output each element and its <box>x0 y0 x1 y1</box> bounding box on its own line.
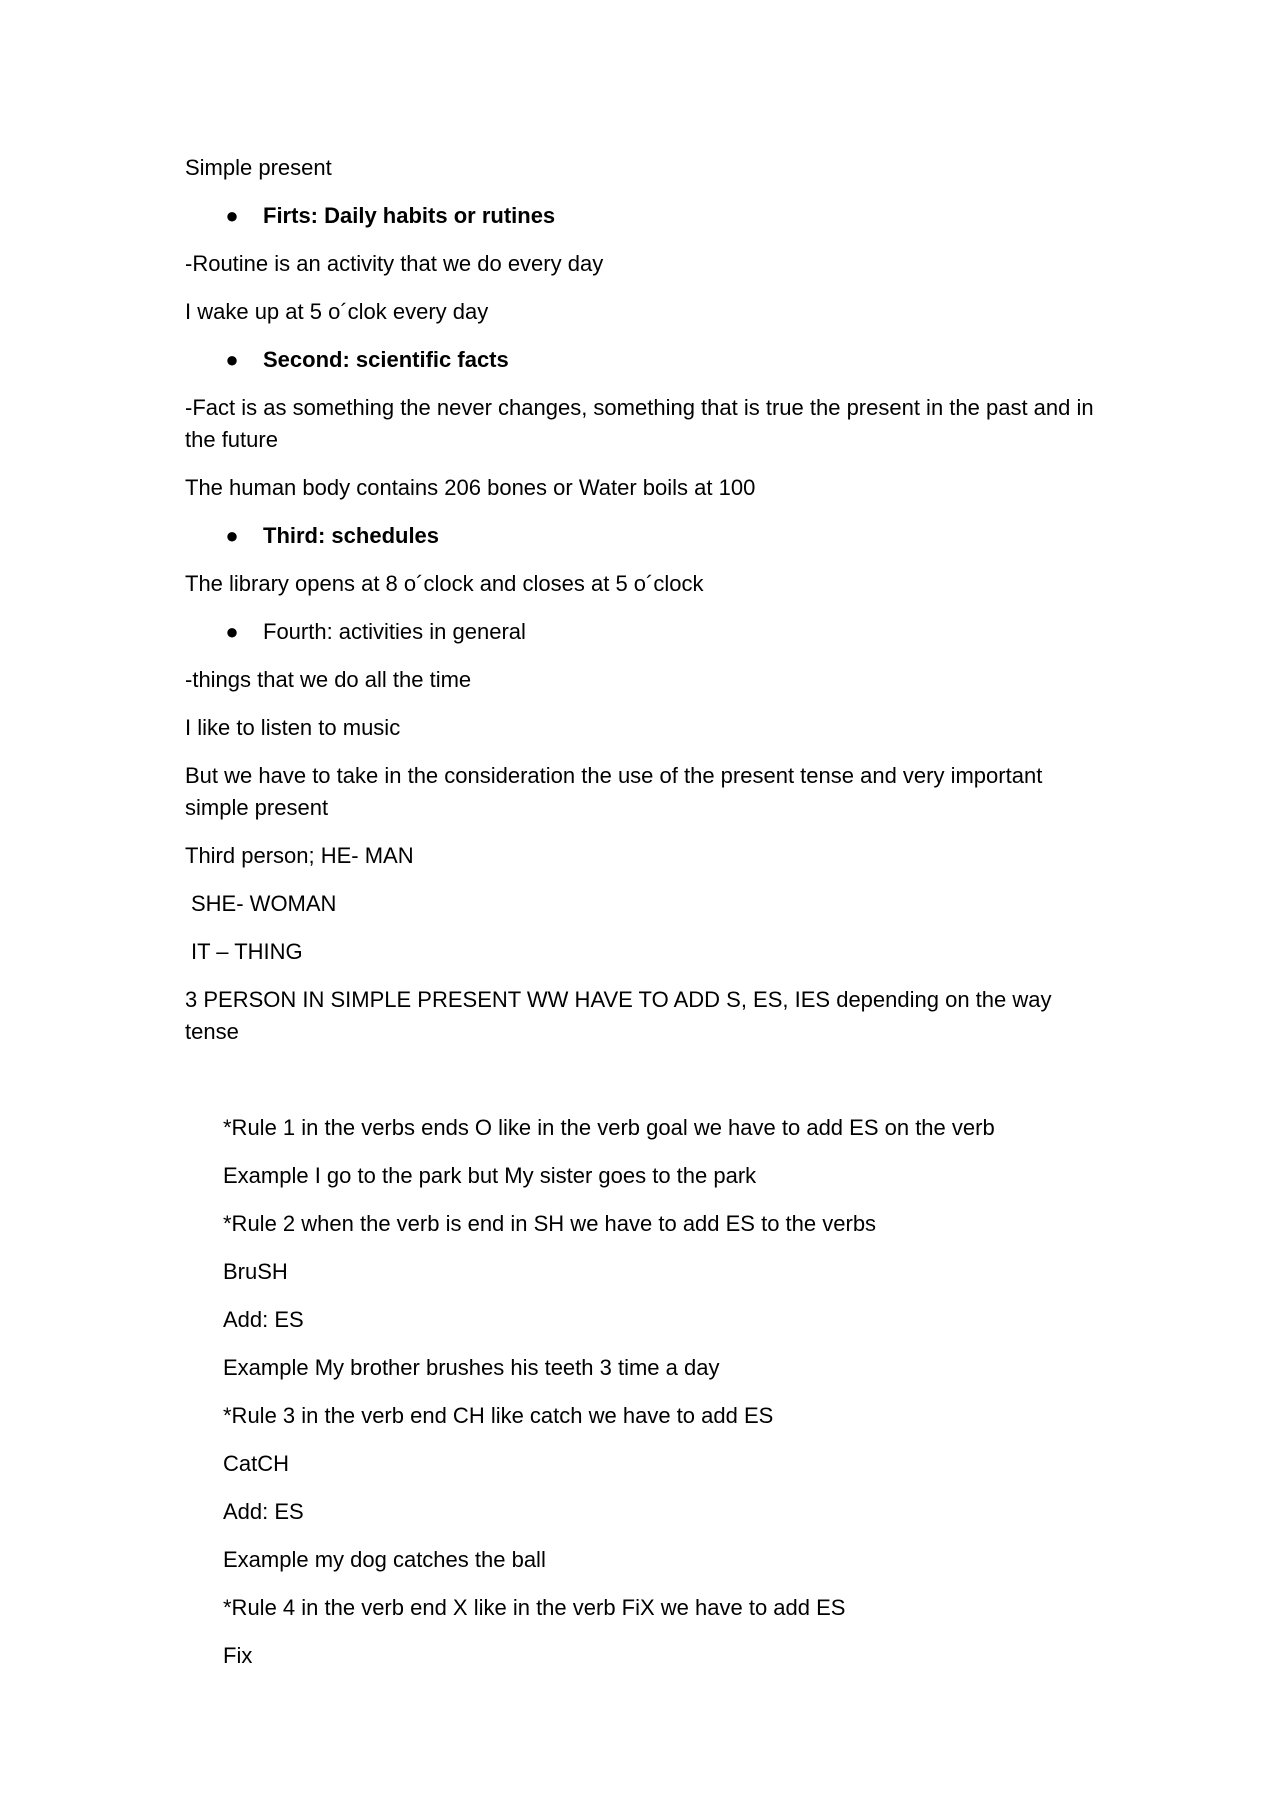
paragraph: But we have to take in the consideration the use of the present tense and very important simple present <box>185 763 1049 820</box>
rule-line: *Rule 1 in the verbs ends O like in the verb goal we have to add ES on the verb <box>223 1115 995 1140</box>
bullet-item <box>185 520 1095 552</box>
blank-line <box>185 1064 1095 1112</box>
bullet-dot-icon: ● <box>225 347 239 372</box>
paragraph: I like to listen to music <box>185 715 401 740</box>
paragraph: -things that we do all the time <box>185 667 472 692</box>
rule-line: *Rule 3 in the verb end CH like catch we have to add ES <box>223 1403 774 1428</box>
paragraph: -Routine is an activity that we do every day <box>185 251 604 276</box>
document-title: Simple present <box>185 155 332 180</box>
document-body <box>185 152 1100 1688</box>
rule-example: Example My brother brushes his teeth 3 time a day <box>223 1355 720 1380</box>
bullet-dot-icon: ● <box>225 523 239 548</box>
rule-example: Example my dog catches the ball <box>223 1547 546 1572</box>
section-heading: Second: scientific facts <box>263 347 509 372</box>
rule-add: Add: ES <box>223 1499 304 1524</box>
bullet-dot-icon: ● <box>225 619 239 644</box>
rule-line: *Rule 2 when the verb is end in SH we have to add ES to the verbs <box>223 1211 877 1236</box>
section-heading: Firts: Daily habits or rutines <box>263 203 556 228</box>
rule-verb: CatCH <box>223 1451 290 1476</box>
paragraph: IT – THING <box>191 939 303 964</box>
bullet-item <box>185 616 1095 648</box>
paragraph: Third person; HE- MAN <box>185 843 414 868</box>
section-heading: Third: schedules <box>263 523 440 548</box>
paragraph: I wake up at 5 o´clok every day <box>185 299 489 324</box>
rule-verb: BruSH <box>223 1259 288 1284</box>
rule-verb: Fix <box>223 1643 253 1668</box>
rule-add: Add: ES <box>223 1307 304 1332</box>
paragraph: The library opens at 8 o´clock and closes at 5 o´clock <box>185 571 704 596</box>
paragraph: -Fact is as something the never changes, something that is true the present in the past and in the future <box>185 395 1100 452</box>
bullet-item <box>185 200 1095 232</box>
paragraph: SHE- WOMAN <box>191 891 337 916</box>
section-heading: Fourth: activities in general <box>263 619 526 644</box>
paragraph: The human body contains 206 bones or Water boils at 100 <box>185 475 756 500</box>
rule-line: *Rule 4 in the verb end X like in the verb FiX we have to add ES <box>223 1595 846 1620</box>
bullet-dot-icon: ● <box>225 203 239 228</box>
paragraph: 3 PERSON IN SIMPLE PRESENT WW HAVE TO ADD S, ES, IES depending on the way tense <box>185 987 1058 1044</box>
rule-example: Example I go to the park but My sister goes to the park <box>223 1163 757 1188</box>
bullet-item <box>185 344 1095 376</box>
